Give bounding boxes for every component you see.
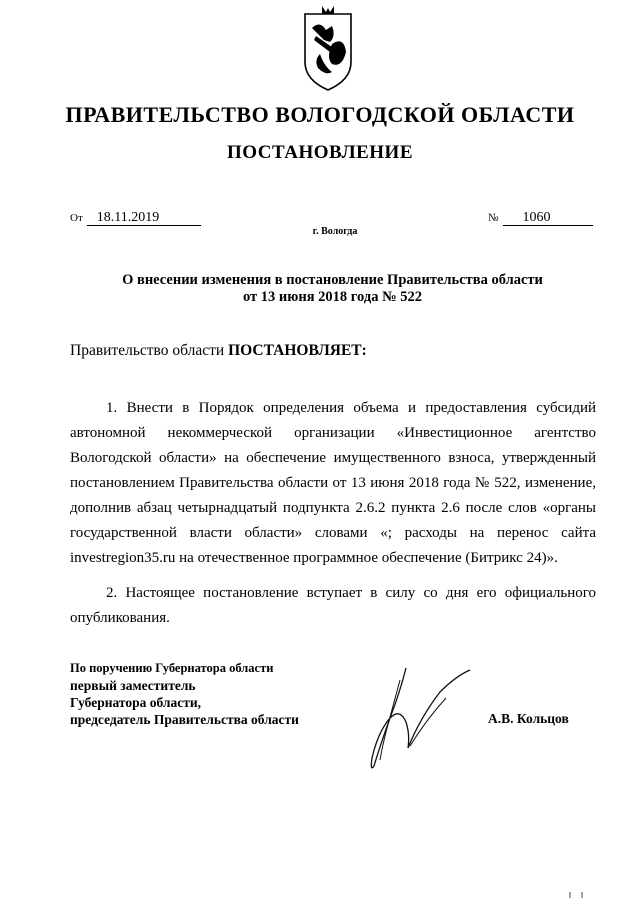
signer-line-2: первый заместитель xyxy=(70,678,196,693)
signer-line-3: Губернатора области, xyxy=(70,695,201,710)
signature-icon xyxy=(360,662,475,772)
date-label: От xyxy=(70,212,83,224)
scan-marks xyxy=(560,890,590,900)
date-field xyxy=(70,208,201,226)
signer-line-1: По поручению Губернатора области xyxy=(70,661,274,675)
preamble xyxy=(70,342,367,360)
subject-line-2: от 13 июня 2018 года № 522 xyxy=(242,289,423,305)
preamble-text: Правительство области xyxy=(70,342,225,359)
preamble-decree-word: ПОСТАНОВЛЯЕТ: xyxy=(228,342,367,359)
paragraph-1: 1. Внести в Порядок определения объема и предоставления субсидий автономной некоммерческой организации «Инвестиционное агентство Вологодской области» на обеспечение имущественного взноса, утвержденный постановлением Правительства области от 13 июня 2018 года № 522, изменение, дополнив абзац четырнадцатый подпункта 2.6.2 пункта 2.6 после слов «органы государственной власти области» словами «; расходы на перенос сайта investregion35.ru на отечественное программное обеспечение (Битрикс 24)». xyxy=(70,400,596,566)
document-number: 1060 xyxy=(503,210,593,226)
paragraph-2: 2. Настоящее постановление вступает в силу со дня его официального опубликования. xyxy=(70,585,596,626)
date-value: 18.11.2019 xyxy=(87,210,201,226)
document-type: ПОСТАНОВЛЕНИЕ xyxy=(226,142,414,163)
number-label: № xyxy=(488,212,499,224)
document-subject xyxy=(70,272,595,306)
number-field xyxy=(488,208,593,226)
city: г. Вологда xyxy=(312,226,358,237)
signer-position xyxy=(70,660,299,728)
signer-line-4: председатель Правительства области xyxy=(70,712,299,727)
signer-name: А.В. Кольцов xyxy=(488,711,569,726)
subject-line-1: О внесении изменения в постановление Правительства области xyxy=(122,272,543,288)
organization-title: ПРАВИТЕЛЬСТВО ВОЛОГОДСКОЙ ОБЛАСТИ xyxy=(65,102,575,127)
coat-of-arms-icon xyxy=(302,6,354,94)
